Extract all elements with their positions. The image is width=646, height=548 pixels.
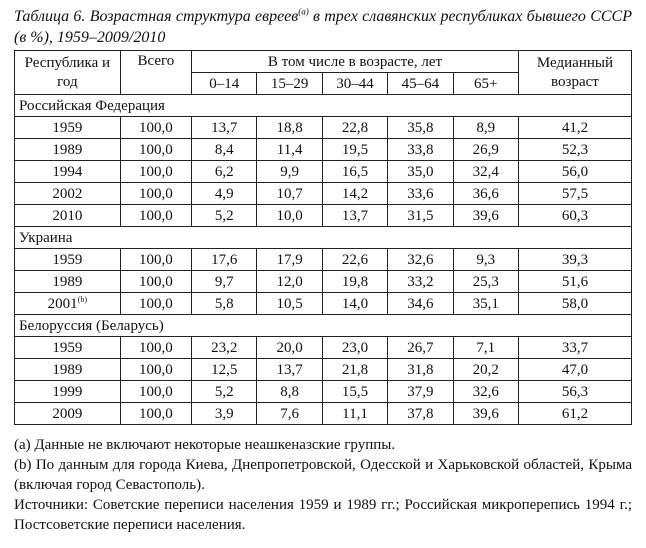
cell-age-15-29: 10,5 xyxy=(257,293,322,315)
year-value: 1959 xyxy=(52,339,83,356)
cell-total: 100,0 xyxy=(120,117,191,139)
cell-age-15-29: 9,9 xyxy=(257,161,322,183)
cell-age-0-14: 17,6 xyxy=(192,249,257,271)
header-age-15-29: 15–29 xyxy=(257,73,322,95)
year-value: 2002 xyxy=(52,185,83,202)
cell-age-45-64: 35,0 xyxy=(388,161,453,183)
header-including: В том числе в возрасте, лет xyxy=(192,51,519,73)
table-row xyxy=(15,271,632,293)
cell-age-0-14: 3,9 xyxy=(192,403,257,425)
cell-age-30-44: 15,5 xyxy=(322,381,387,403)
cell-age-15-29: 10,0 xyxy=(257,205,322,227)
cell-age-15-29: 13,7 xyxy=(257,359,322,381)
cell-age-45-64: 33,8 xyxy=(388,139,453,161)
table-row xyxy=(15,161,632,183)
year-value: 2010 xyxy=(52,207,83,224)
cell-age-30-44: 19,8 xyxy=(322,271,387,293)
cell-age-45-64: 32,6 xyxy=(388,249,453,271)
cell-age-65-plus: 9,3 xyxy=(453,249,518,271)
cell-age-65-plus: 39,6 xyxy=(453,205,518,227)
table-row xyxy=(15,293,632,315)
table-row xyxy=(15,183,632,205)
table-row xyxy=(15,249,632,271)
cell-year xyxy=(15,139,121,161)
cell-age-15-29: 10,7 xyxy=(257,183,322,205)
cell-median: 60,3 xyxy=(518,205,631,227)
cell-total: 100,0 xyxy=(120,359,191,381)
cell-age-65-plus: 36,6 xyxy=(453,183,518,205)
group-name: Российская Федерация xyxy=(15,95,632,117)
table-caption xyxy=(14,6,632,48)
group-row xyxy=(15,227,632,249)
cell-age-15-29: 12,0 xyxy=(257,271,322,293)
table-notes xyxy=(14,435,632,535)
cell-total: 100,0 xyxy=(120,271,191,293)
header-age-65-plus: 65+ xyxy=(453,73,518,95)
header-republic: Республика и год xyxy=(15,51,121,95)
cell-total: 100,0 xyxy=(120,183,191,205)
cell-median: 56,0 xyxy=(518,161,631,183)
year-value: 1999 xyxy=(52,383,83,400)
cell-median: 39,3 xyxy=(518,249,631,271)
table-row xyxy=(15,205,632,227)
cell-age-65-plus: 25,3 xyxy=(453,271,518,293)
cell-age-65-plus: 39,6 xyxy=(453,403,518,425)
cell-age-0-14: 5,8 xyxy=(192,293,257,315)
cell-age-65-plus: 32,4 xyxy=(453,161,518,183)
year-value: 1989 xyxy=(52,141,83,158)
cell-median: 58,0 xyxy=(518,293,631,315)
cell-age-45-64: 37,9 xyxy=(388,381,453,403)
cell-year xyxy=(15,359,121,381)
cell-age-0-14: 9,7 xyxy=(192,271,257,293)
cell-age-30-44: 13,7 xyxy=(322,205,387,227)
cell-year xyxy=(15,381,121,403)
header-total: Всего xyxy=(120,51,191,95)
cell-age-45-64: 26,7 xyxy=(388,337,453,359)
cell-median: 57,5 xyxy=(518,183,631,205)
note-sources: Источники: Советские переписи населения 1959 и 1989 гг.; Российская микроперепись 1994 г.; Постсоветские переписи населения. xyxy=(14,497,632,533)
cell-total: 100,0 xyxy=(120,403,191,425)
cell-year xyxy=(15,403,121,425)
cell-age-65-plus: 26,9 xyxy=(453,139,518,161)
cell-median: 47,0 xyxy=(518,359,631,381)
header-age-30-44: 30–44 xyxy=(322,73,387,95)
cell-age-45-64: 37,8 xyxy=(388,403,453,425)
group-name: Белоруссия (Беларусь) xyxy=(15,315,632,337)
header-median: Медианный возраст xyxy=(518,51,631,95)
year-value: 2001 xyxy=(47,295,78,312)
year-value: 1994 xyxy=(52,163,83,180)
cell-age-30-44: 22,6 xyxy=(322,249,387,271)
cell-age-45-64: 34,6 xyxy=(388,293,453,315)
year-value: 1959 xyxy=(52,251,83,268)
table-row xyxy=(15,337,632,359)
cell-age-15-29: 7,6 xyxy=(257,403,322,425)
cell-total: 100,0 xyxy=(120,139,191,161)
cell-age-65-plus: 35,1 xyxy=(453,293,518,315)
cell-age-45-64: 31,8 xyxy=(388,359,453,381)
cell-age-65-plus: 8,9 xyxy=(453,117,518,139)
cell-year xyxy=(15,117,121,139)
caption-title: Таблица 6. Возрастная структура евреев xyxy=(14,8,299,25)
cell-age-15-29: 8,8 xyxy=(257,381,322,403)
table-row xyxy=(15,117,632,139)
cell-age-30-44: 22,8 xyxy=(322,117,387,139)
cell-age-0-14: 12,5 xyxy=(192,359,257,381)
cell-age-65-plus: 7,1 xyxy=(453,337,518,359)
cell-year xyxy=(15,183,121,205)
year-footnote-mark: (b) xyxy=(77,294,87,304)
group-row xyxy=(15,315,632,337)
age-structure-table xyxy=(14,50,632,425)
group-row xyxy=(15,95,632,117)
cell-median: 33,7 xyxy=(518,337,631,359)
cell-total: 100,0 xyxy=(120,381,191,403)
cell-age-15-29: 18,8 xyxy=(257,117,322,139)
year-value: 1989 xyxy=(52,273,83,290)
cell-age-30-44: 14,0 xyxy=(322,293,387,315)
cell-year xyxy=(15,271,121,293)
cell-age-0-14: 5,2 xyxy=(192,205,257,227)
cell-age-30-44: 16,5 xyxy=(322,161,387,183)
cell-age-30-44: 23,0 xyxy=(322,337,387,359)
cell-age-30-44: 19,5 xyxy=(322,139,387,161)
header-age-0-14: 0–14 xyxy=(192,73,257,95)
cell-year xyxy=(15,205,121,227)
cell-total: 100,0 xyxy=(120,337,191,359)
cell-age-45-64: 33,2 xyxy=(388,271,453,293)
cell-age-15-29: 11,4 xyxy=(257,139,322,161)
cell-age-45-64: 35,8 xyxy=(388,117,453,139)
cell-year xyxy=(15,293,121,315)
cell-age-65-plus: 20,2 xyxy=(453,359,518,381)
cell-age-15-29: 20,0 xyxy=(257,337,322,359)
note-b: (b) По данным для города Киева, Днепропетровской, Одесской и Харьковской областей, Крыма (включая город Севастополь). xyxy=(14,457,632,493)
group-name: Украина xyxy=(15,227,632,249)
cell-age-0-14: 4,9 xyxy=(192,183,257,205)
cell-year xyxy=(15,249,121,271)
cell-age-0-14: 13,7 xyxy=(192,117,257,139)
table-row xyxy=(15,139,632,161)
table-row xyxy=(15,381,632,403)
cell-age-45-64: 33,6 xyxy=(388,183,453,205)
cell-median: 51,6 xyxy=(518,271,631,293)
cell-age-30-44: 14,2 xyxy=(322,183,387,205)
cell-year xyxy=(15,161,121,183)
year-value: 1959 xyxy=(52,119,83,136)
cell-age-30-44: 11,1 xyxy=(322,403,387,425)
note-a: (a) Данные не включают некоторые неашкеназские группы. xyxy=(14,437,396,453)
cell-median: 52,3 xyxy=(518,139,631,161)
header-age-45-64: 45–64 xyxy=(388,73,453,95)
table-body xyxy=(15,95,632,425)
cell-median: 41,2 xyxy=(518,117,631,139)
cell-age-0-14: 5,2 xyxy=(192,381,257,403)
cell-median: 61,2 xyxy=(518,403,631,425)
cell-median: 56,3 xyxy=(518,381,631,403)
cell-age-65-plus: 32,6 xyxy=(453,381,518,403)
year-value: 1989 xyxy=(52,361,83,378)
cell-age-30-44: 21,8 xyxy=(322,359,387,381)
caption-footnote-mark: (а) xyxy=(298,6,309,17)
cell-total: 100,0 xyxy=(120,293,191,315)
table-row xyxy=(15,403,632,425)
cell-age-0-14: 6,2 xyxy=(192,161,257,183)
cell-age-0-14: 8,4 xyxy=(192,139,257,161)
cell-age-45-64: 31,5 xyxy=(388,205,453,227)
cell-total: 100,0 xyxy=(120,161,191,183)
cell-total: 100,0 xyxy=(120,249,191,271)
cell-age-15-29: 17,9 xyxy=(257,249,322,271)
caption-rest: в трех славянских республиках бывшего СССР (в %), 1959–2009/2010 xyxy=(14,8,632,46)
cell-age-0-14: 23,2 xyxy=(192,337,257,359)
cell-year xyxy=(15,337,121,359)
cell-total: 100,0 xyxy=(120,205,191,227)
year-value: 2009 xyxy=(52,405,83,422)
table-row xyxy=(15,359,632,381)
